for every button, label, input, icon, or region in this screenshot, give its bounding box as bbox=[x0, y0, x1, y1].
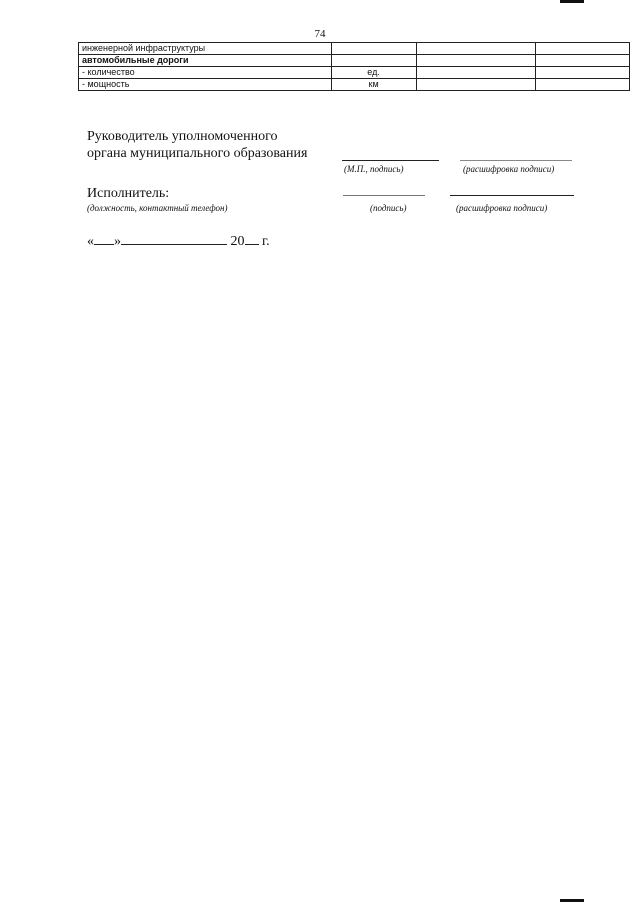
head-title-line1: Руководитель уполномоченного bbox=[87, 129, 278, 144]
date-close-quote: » bbox=[114, 234, 121, 249]
executor-caption-name: (расшифровка подписи) bbox=[456, 203, 548, 213]
scan-mark-bottom bbox=[560, 899, 584, 902]
row-value bbox=[416, 43, 536, 55]
row-value bbox=[416, 67, 536, 79]
table-row bbox=[79, 79, 630, 91]
row-value bbox=[536, 43, 630, 55]
head-title-line2: органа муниципального образования bbox=[87, 146, 308, 161]
day-blank bbox=[94, 232, 114, 245]
page-number: 74 bbox=[314, 28, 326, 40]
row-value bbox=[416, 55, 536, 67]
table-row bbox=[79, 43, 630, 55]
table-row bbox=[79, 67, 630, 79]
head-caption-name: (расшифровка подписи) bbox=[463, 164, 555, 174]
row-label: - количество bbox=[79, 67, 332, 79]
head-caption-stamp: (М.П., подпись) bbox=[344, 164, 404, 174]
row-label: автомобильные дороги bbox=[79, 55, 332, 67]
date-year-suffix: г. bbox=[262, 234, 270, 249]
row-label: инженерной инфраструктуры bbox=[79, 43, 332, 55]
head-signature-title bbox=[87, 128, 307, 162]
row-unit bbox=[331, 43, 416, 55]
row-value bbox=[536, 55, 630, 67]
date-line bbox=[87, 232, 270, 250]
row-unit: ед. bbox=[331, 67, 416, 79]
year-blank bbox=[245, 232, 259, 245]
row-value bbox=[536, 79, 630, 91]
executor-name-line bbox=[450, 195, 574, 196]
executor-signature-line bbox=[343, 195, 425, 196]
row-unit bbox=[331, 55, 416, 67]
row-unit: км bbox=[331, 79, 416, 91]
executor-caption-position: (должность, контактный телефон) bbox=[87, 203, 228, 213]
head-name-line bbox=[460, 160, 572, 161]
report-table bbox=[78, 42, 630, 91]
date-year-prefix: 20 bbox=[230, 234, 245, 249]
date-open-quote: « bbox=[87, 234, 94, 249]
table-row bbox=[79, 55, 630, 67]
executor-caption-signature: (подпись) bbox=[370, 203, 407, 213]
head-signature-line bbox=[342, 160, 439, 161]
month-blank bbox=[121, 232, 227, 245]
executor-title: Исполнитель: bbox=[87, 186, 170, 201]
row-value bbox=[536, 67, 630, 79]
row-label: - мощность bbox=[79, 79, 332, 91]
row-value bbox=[416, 79, 536, 91]
scan-mark-top bbox=[560, 0, 584, 3]
